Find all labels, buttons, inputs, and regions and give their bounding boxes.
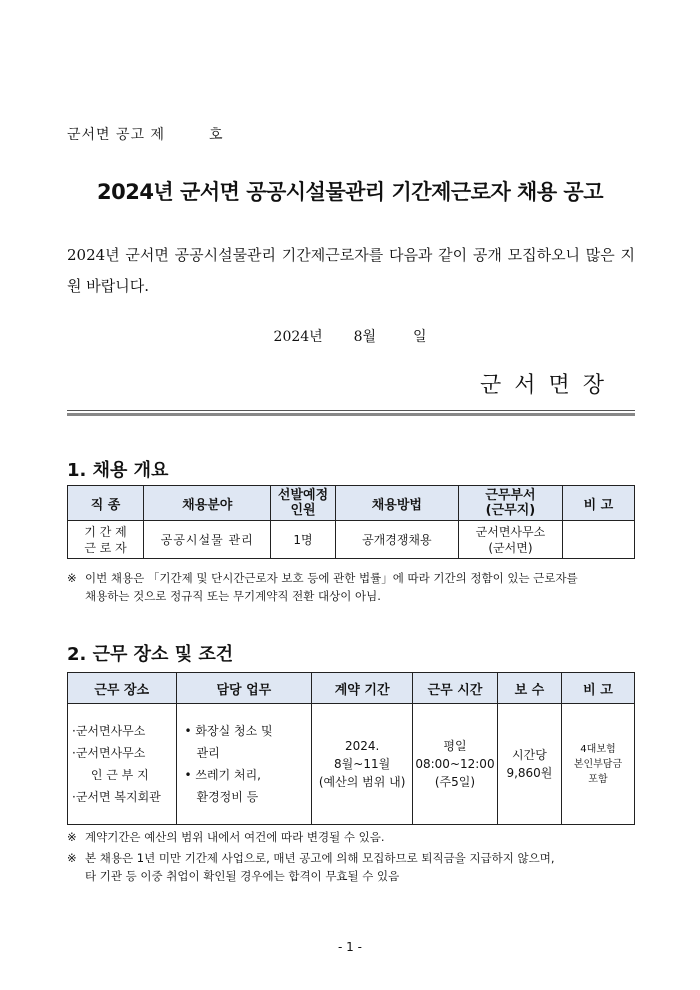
department-line2: (군서면) [488,540,533,555]
table-header-row [68,673,635,704]
period-line3: (예산의 범위 내) [318,775,406,789]
section2-title: 2. 근무 장소 및 조건 [67,644,234,665]
header-duty: 담당 업무 [176,673,312,704]
remarks-line2: 본인부담금 [573,758,623,770]
cell-period [312,704,413,825]
pay-line2: 9,860원 [506,766,553,780]
header-job-type: 직 종 [68,486,144,521]
section1-note [67,569,642,605]
header-pay: 보 수 [497,673,561,704]
job-type-line2: 근 로 자 [84,540,127,555]
duty-item: • 쓰레기 처리, [184,768,261,782]
divider-thick [67,413,635,416]
recruitment-overview-table [67,485,635,559]
date-day: 일 [412,329,427,345]
note-line1: 이번 채용은 「기간제 및 단시간근로자 보호 등에 관한 법률」에 따라 기간의 정함이 있는 근로자를 [85,571,578,585]
note-item [67,849,642,885]
note-text: 계약기간은 예산의 범위 내에서 여건에 따라 변경될 수 있음. [85,830,385,844]
announcement-date [0,326,700,346]
date-year: 2024년 [273,329,323,345]
header-field: 채용분야 [144,486,271,521]
cell-job-type [68,521,144,559]
note-mark: ※ [67,571,77,585]
table-row [68,704,635,825]
header-method: 채용방법 [335,486,458,521]
section2-notes [67,828,642,885]
date-month: 8월 [353,329,377,345]
cell-hours [413,704,498,825]
intro-paragraph: 2024년 군서면 공공시설물관리 기간제근로자를 다음과 같이 공개 모집하오니 많은 지원 바랍니다. [67,246,635,295]
cell-method: 공개경쟁채용 [335,521,458,559]
cell-field: 공공시설물 관리 [144,521,271,559]
period-line2: 8월~11월 [334,757,391,771]
header-period: 계약 기간 [312,673,413,704]
header-count: 선발예정 인원 [271,486,335,521]
hours-line1: 평일 [443,739,467,753]
hours-line2: 08:00~12:00 [415,757,495,771]
table-row [68,521,635,559]
pay-line1: 시간당 [512,748,547,762]
header-remarks: 비 고 [562,486,634,521]
note-mark: ※ [67,830,77,844]
period-line1: 2024. [344,739,380,753]
signer-name: 군서면장 [480,373,618,398]
remarks-line1: 4대보험 [580,743,616,755]
header-hours: 근무 시간 [413,673,498,704]
duty-item: 관리 [196,746,220,760]
header-department: 근무부서 (근무지) [459,486,563,521]
cell-duties [176,704,312,825]
duty-item: 환경정비 등 [196,790,259,804]
note-item [67,828,642,846]
cell-department [459,521,563,559]
place-item: ·군서면사무소 [72,724,146,738]
job-type-line1: 기 간 제 [84,524,127,539]
note-text-continued: 타 기관 등 이중 취업이 확인될 경우에는 합격이 무효될 수 있음 [85,869,400,883]
remarks-line3: 포함 [588,773,608,785]
header-place: 근무 장소 [68,673,177,704]
notice-number [67,124,224,144]
divider-thin [67,410,635,411]
note-text: 본 채용은 1년 미만 기간제 사업으로, 매년 공고에 의해 모집하므로 퇴직금을 지급하지 않으며, [85,851,555,865]
place-item: 인 근 부 지 [90,768,149,782]
place-item: ·군서면사무소 [72,746,146,760]
cell-remarks [561,704,634,825]
hours-line3: (주5일) [434,775,476,789]
cell-places [68,704,177,825]
cell-remarks [562,521,634,559]
cell-pay [497,704,561,825]
page-number: - 1 - [338,940,362,954]
section1-title: 1. 채용 개요 [67,460,169,481]
work-conditions-table [67,672,635,825]
duty-item: • 화장실 청소 및 [184,724,273,738]
place-item: ·군서면 복지회관 [72,790,161,804]
notice-prefix: 군서면 공고 제 [67,127,166,143]
department-line1: 군서면사무소 [475,524,546,539]
cell-count: 1명 [271,521,335,559]
header-remarks: 비 고 [561,673,634,704]
note-line2: 채용하는 것으로 정규직 또는 무기계약직 전환 대상이 아님. [85,589,381,603]
table-header-row [68,486,635,521]
page-title: 2024년 군서면 공공시설물관리 기간제근로자 채용 공고 [96,180,603,204]
note-mark: ※ [67,851,77,865]
notice-suffix: 호 [209,127,224,143]
